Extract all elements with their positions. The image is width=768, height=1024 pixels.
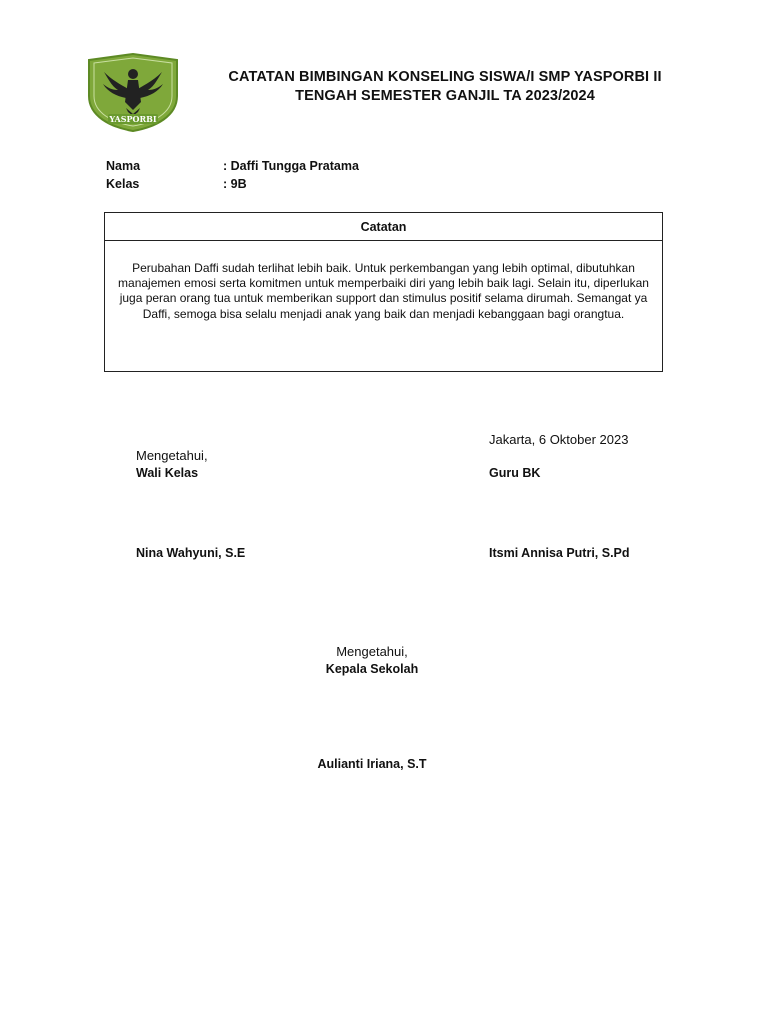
logo-text: YASPORBI [109,114,157,124]
name-value: : Daffi Tungga Pratama [223,159,359,173]
bottom-signer-name: Aulianti Iriana, S.T [317,757,427,771]
right-role: Guru BK [489,466,541,480]
left-acknowledgement: Mengetahui, [136,448,208,463]
title-line-1: CATATAN BIMBINGAN KONSELING SISWA/I SMP YASPORBI II [228,69,662,85]
title-line-2: TENGAH SEMESTER GANJIL TA 2023/2024 [295,88,595,104]
bottom-role: Kepala Sekolah [325,662,419,676]
notes-table [104,212,663,372]
place-date: Jakarta, 6 Oktober 2023 [489,432,629,447]
document-title [200,68,690,106]
class-value: : 9B [223,177,247,191]
left-role: Wali Kelas [136,466,199,480]
notes-header: Catatan [105,213,662,241]
name-label: Nama [106,159,141,173]
class-label: Kelas [106,177,140,191]
bottom-acknowledgement: Mengetahui, [336,644,408,659]
left-signer-name: Nina Wahyuni, S.E [136,546,246,560]
yasporbi-emblem-icon [86,52,180,132]
school-logo [86,52,180,132]
right-signer-name: Itsmi Annisa Putri, S.Pd [489,546,630,560]
notes-body: Perubahan Daffi sudah terlihat lebih baik. Untuk perkembangan yang lebih optimal, dibutuhkan manajemen emosi serta komitmen untuk memperbaiki diri yang lebih baik lagi. Selain itu, diperlukan juga peran orang tua untuk memberikan support dan stimulus positif selama dirumah. Semangat ya Daffi, semoga bisa selalu menjadi anak yang baik dan menjadi kebanggaan bagi orangtua. [118,261,649,321]
